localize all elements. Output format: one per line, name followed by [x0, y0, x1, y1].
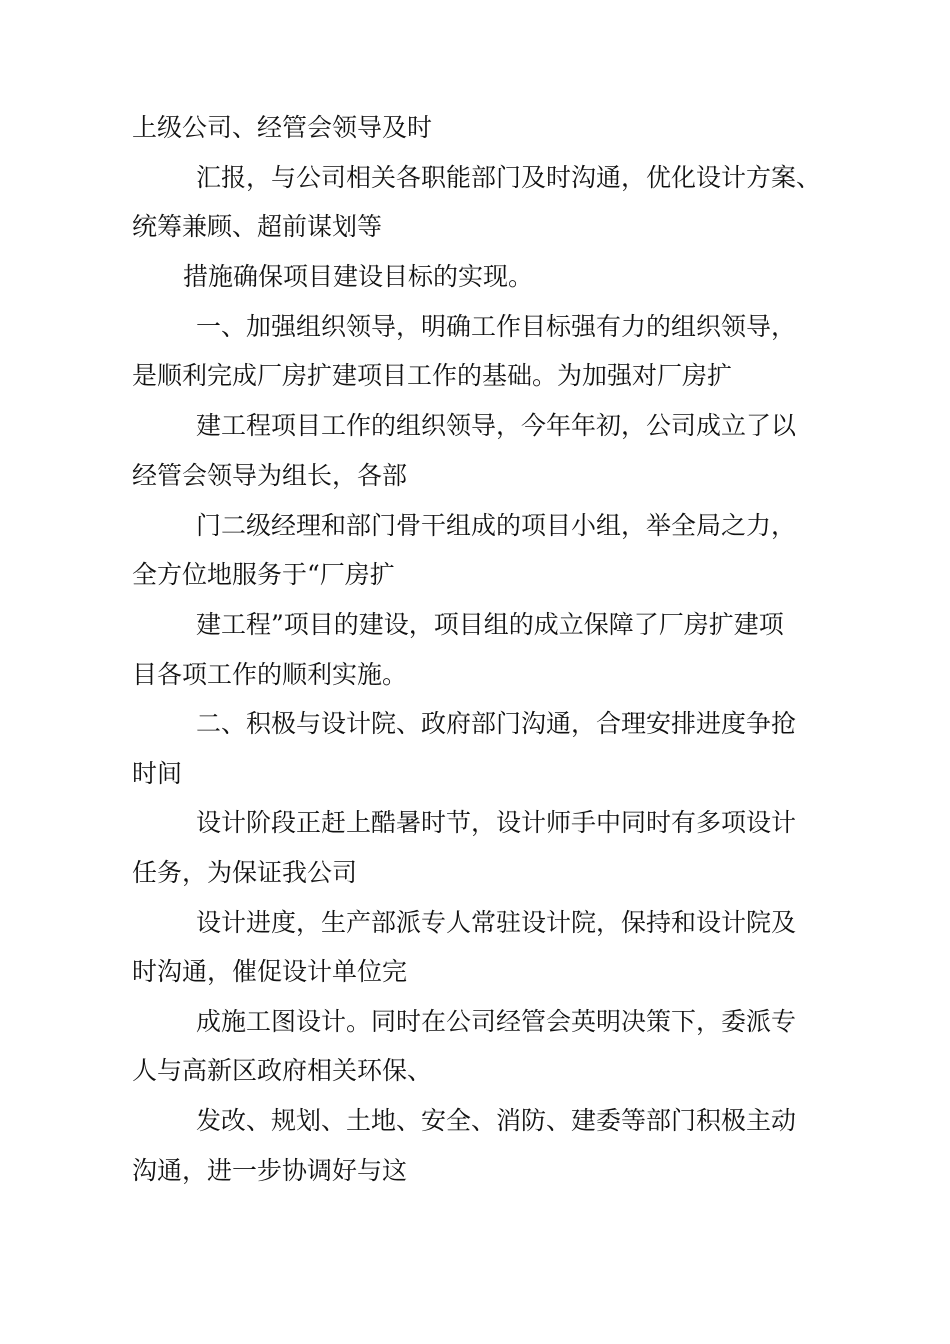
text-line-14: 时间 [132, 759, 183, 788]
text-line-19: 成施工图设计。同时在公司经管会英明决策下，委派专 [196, 1007, 797, 1036]
text-line-1: 上级公司、经管会领导及时 [132, 113, 433, 142]
text-line-12: 目各项工作的顺利实施。 [132, 660, 408, 689]
text-line-20: 人与高新区政府相关环保、 [132, 1056, 433, 1085]
text-line-16: 任务，为保证我公司 [132, 858, 358, 887]
text-line-6: 是顺利完成厂房扩建项目工作的基础。为加强对厂房扩 [132, 361, 733, 390]
text-line-10: 全方位地服务于“厂房扩 [132, 560, 395, 589]
text-line-15: 设计阶段正赶上酷暑时节，设计师手中同时有多项设计 [196, 808, 797, 837]
text-line-11: 建工程”项目的建设，项目组的成立保障了厂房扩建项 [196, 610, 784, 639]
text-line-22: 沟通，进一步协调好与这 [132, 1156, 408, 1185]
text-line-3: 统筹兼顾、超前谋划等 [132, 212, 383, 241]
text-line-7: 建工程项目工作的组织领导，今年年初，公司成立了以 [196, 411, 797, 440]
text-line-21: 发改、规划、土地、安全、消防、建委等部门积极主动 [196, 1106, 797, 1135]
text-line-8: 经管会领导为组长，各部 [132, 461, 408, 490]
text-line-2: 汇报，与公司相关各职能部门及时沟通，优化设计方案、 [196, 163, 822, 192]
text-line-13: 二、积极与设计院、政府部门沟通，合理安排进度争抢 [196, 709, 797, 738]
text-line-18: 时沟通，催促设计单位完 [132, 957, 408, 986]
text-line-9: 门二级经理和部门骨干组成的项目小组，举全局之力， [196, 511, 797, 540]
text-line-4: 措施确保项目建设目标的实现。 [183, 262, 534, 291]
text-line-17: 设计进度，生产部派专人常驻设计院，保持和设计院及 [196, 908, 797, 937]
text-line-5: 一、加强组织领导，明确工作目标强有力的组织领导， [196, 312, 797, 341]
